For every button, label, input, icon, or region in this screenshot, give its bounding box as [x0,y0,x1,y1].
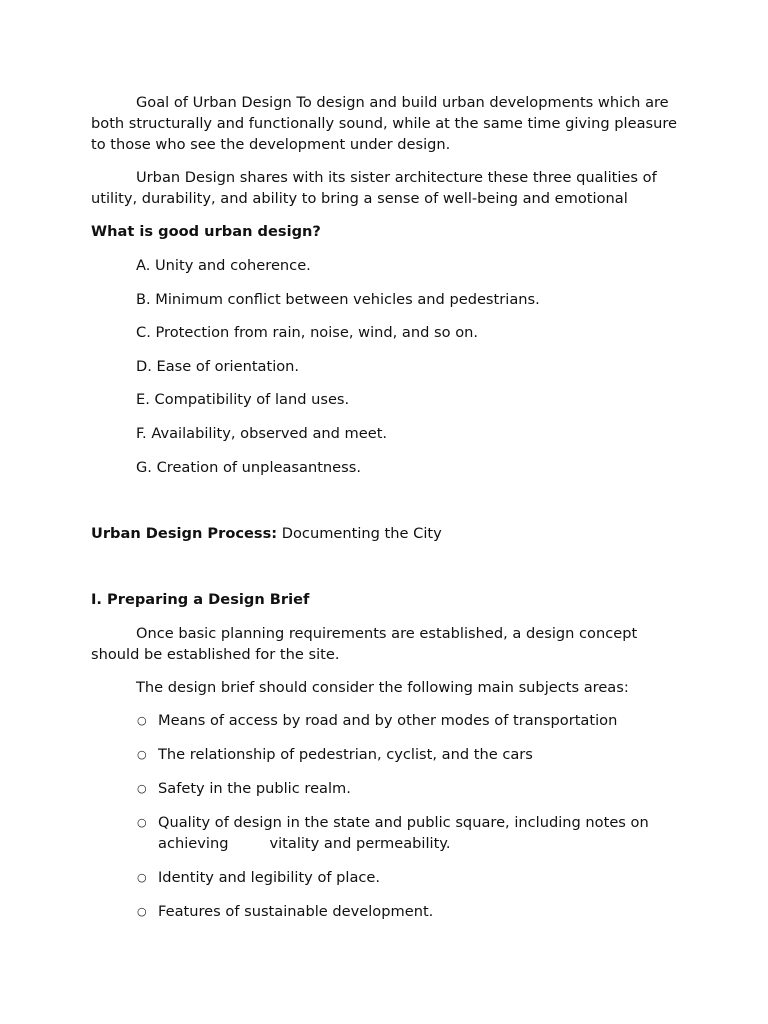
good-design-item-d: D. Ease of orientation. [136,357,300,375]
bullet-text: The relationship of pedestrian, cyclist, and the cars [158,746,533,764]
bullet-text: Identity and legibility of place. [158,869,381,887]
bullet-circle-icon: ○ [137,816,147,830]
brief-paragraph-1: Once basic planning requirements are established, a design concept should be established for the site. [91,625,638,664]
list-item [91,901,681,922]
good-design-item-e: E. Compatibility of land uses. [136,391,350,409]
process-label: Urban Design Process: [91,525,278,543]
document-page [91,92,681,935]
intro-paragraph-1: Goal of Urban Design To design and build urban developments which are both structurally and functionally sound, while at the same time giving pleasure to those who see the development under design. [91,94,678,153]
bullet-text-continued: vitality and permeability. [269,835,451,853]
intro-paragraph-2: Urban Design shares with its sister architecture these three qualities of utility, durability, and ability to bring a sense of well-being and emotional [91,169,657,207]
brief-paragraph-2: The design brief should consider the following main subjects areas: [136,679,629,697]
bullet-text: Quality of design in the state and public square, including notes on achieving [158,814,649,853]
list-item [91,744,681,765]
bullet-circle-icon: ○ [137,871,147,885]
bullet-text: Means of access by road and by other modes of transportation [158,712,618,730]
brief-bullet-list [91,710,681,922]
good-design-item-b: B. Minimum conflict between vehicles and pedestrians. [136,290,540,308]
list-item [91,867,681,888]
good-design-item-g: G. Creation of unpleasantness. [136,458,362,476]
bullet-text: Features of sustainable development. [158,903,434,921]
list-item [91,812,681,854]
good-design-heading: What is good urban design? [91,223,321,240]
good-design-item-f: F. Availability, observed and meet. [136,424,388,442]
spacer [91,490,681,523]
bullet-text: Safety in the public realm. [158,780,351,798]
spacer [91,556,681,589]
brief-heading: I. Preparing a Design Brief [91,591,310,609]
good-design-item-a: A. Unity and coherence. [136,257,311,274]
list-item [91,778,681,799]
list-item [91,710,681,731]
bullet-circle-icon: ○ [137,714,147,728]
bullet-circle-icon: ○ [137,782,147,796]
bullet-circle-icon: ○ [137,905,147,919]
process-line [91,523,681,544]
bullet-circle-icon: ○ [137,748,147,762]
process-value: Documenting the City [281,525,442,543]
good-design-item-c: C. Protection from rain, noise, wind, and so on. [136,324,479,342]
